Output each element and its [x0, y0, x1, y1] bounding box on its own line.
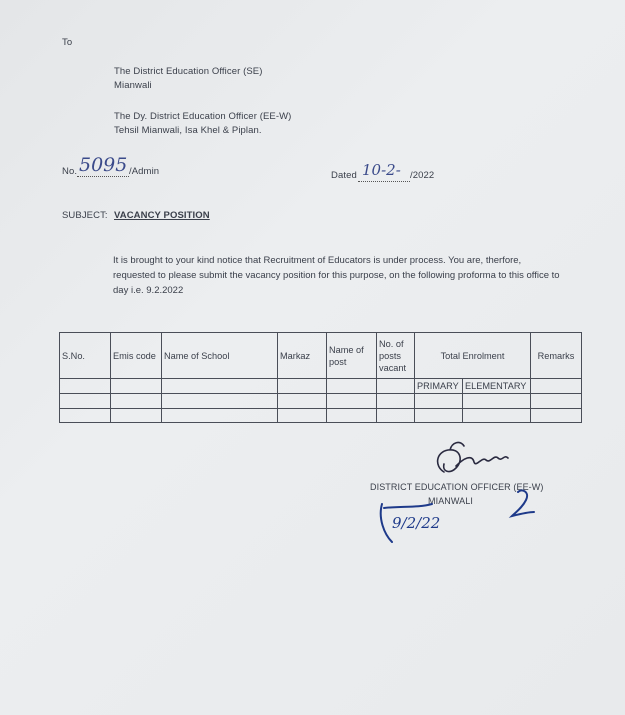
date-underline — [358, 181, 410, 182]
table-cell — [327, 379, 377, 394]
dated-label: Dated — [331, 170, 357, 181]
officer-title-line2: MIANWALI — [428, 496, 473, 506]
header-remarks: Remarks — [531, 333, 582, 379]
recipient1-line1: The District Education Officer (SE) — [114, 66, 263, 77]
date-handwritten: 10-2- — [362, 161, 401, 179]
signature-scribble — [430, 436, 530, 482]
header-sno: S.No. — [60, 333, 111, 379]
recipient2-line2: Tehsil Mianwali, Isa Khel & Piplan. — [114, 125, 262, 136]
ref-no-handwritten: 5095 — [79, 154, 128, 176]
table-cell — [111, 379, 162, 394]
header-posts-vacant: No. of posts vacant — [377, 333, 415, 379]
ref-no-underline — [77, 176, 129, 177]
header-school-name: Name of School — [162, 333, 278, 379]
ref-no-suffix: /Admin — [129, 166, 160, 177]
officer-title-line1: DISTRICT EDUCATION OFFICER (EE-W) — [370, 482, 544, 492]
date-year: /2022 — [410, 170, 435, 181]
subject-label: SUBJECT: — [62, 210, 108, 221]
table-cell — [60, 379, 111, 394]
recipient2-line1: The Dy. District Education Officer (EE-W) — [114, 111, 292, 122]
table-cell — [278, 379, 327, 394]
subject-text: VACANCY POSITION — [114, 210, 210, 221]
table-cell — [162, 379, 278, 394]
subheader-primary: PRIMARY — [415, 379, 463, 394]
signature-handwritten-date: 9/2/22 — [392, 514, 441, 532]
header-emis-code: Emis code — [111, 333, 162, 379]
header-post-name: Name of post — [327, 333, 377, 379]
body-paragraph: It is brought to your kind notice that Recruitment of Educators is under process. You are, therfore, requested to please submit the vacancy position for this purpose, on the following proforma to this office to day i.e. 9.2.2022 — [113, 255, 560, 296]
header-markaz: Markaz — [278, 333, 327, 379]
vacancy-proforma-table — [59, 332, 582, 423]
table-row — [60, 408, 582, 422]
recipient1-line2: Mianwali — [114, 80, 152, 91]
subheader-elementary: ELEMENTARY — [463, 379, 531, 394]
ref-no-prefix: No. — [62, 166, 78, 177]
to-label: To — [62, 37, 73, 48]
header-total-enrolment: Total Enrolment — [415, 333, 531, 379]
table-cell — [531, 379, 582, 394]
table-row — [60, 394, 582, 408]
table-cell — [377, 379, 415, 394]
